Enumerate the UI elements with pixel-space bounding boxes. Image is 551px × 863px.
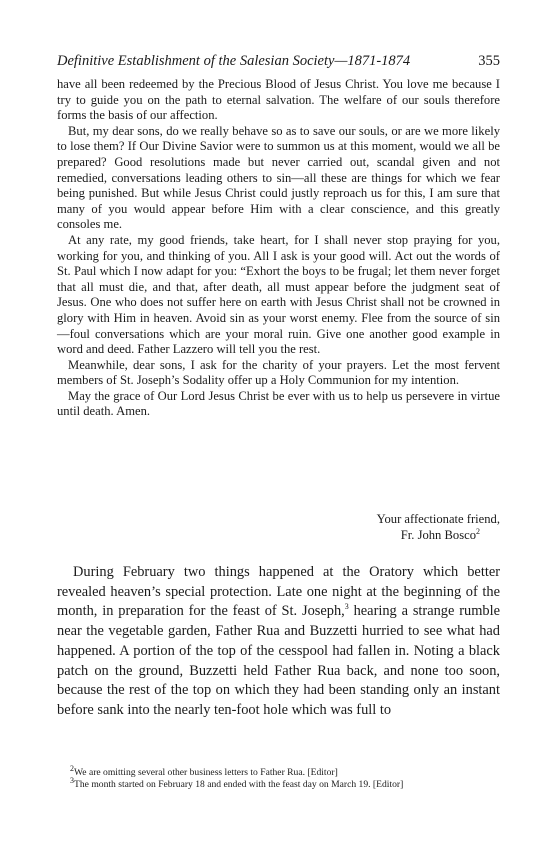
footnote-text-2: We are omitting several other business letters to Father Rua. [Editor] bbox=[74, 767, 338, 778]
narrative-paragraph bbox=[57, 563, 500, 721]
running-header bbox=[57, 52, 500, 70]
footnotes bbox=[57, 763, 500, 792]
footnote-3 bbox=[57, 776, 500, 791]
letter-text bbox=[57, 77, 500, 420]
closing-line: Your affectionate friend, bbox=[376, 512, 500, 526]
signature: Fr. John Bosco bbox=[400, 528, 476, 542]
footnote-text-3: The month started on February 18 and ended with the feast day on March 19. [Editor] bbox=[74, 779, 404, 791]
letter-paragraph-2: But, my dear sons, do we really behave so as to save our souls, or are we more likely to lose them? If Our Divine Savior were to summon us at this moment, would we all be prepared? Good resolutions made but never carried out, scandal given and not remedied, conversations leading others to sin—all these are things for which we fear being punished. But while Jesus Christ could justly reproach us for this, I am sure that many of you would appear before Him with a clear conscience, and this greatly consoles me. bbox=[57, 123, 500, 232]
letter-closing bbox=[57, 511, 500, 543]
narrative-text bbox=[57, 563, 500, 721]
narrative-part-1: During February two things happened at the Oratory which better revealed heaven’s special protection. Late one night at the beginning of the month, in preparation for the feast of St. Joseph, bbox=[57, 564, 500, 620]
footnote-ref-3: 3 bbox=[344, 602, 349, 612]
letter-paragraph-4: Meanwhile, dear sons, I ask for the charity of your prayers. Let the most fervent members of St. Joseph’s Sodality offer up a Holy Communion for my intention. bbox=[57, 357, 500, 388]
signature-line bbox=[57, 527, 500, 543]
footnote-mark-3: 3 bbox=[70, 776, 74, 786]
footnote-2 bbox=[57, 763, 500, 779]
footnote-ref-2: 2 bbox=[476, 526, 480, 536]
letter-paragraph-3: At any rate, my good friends, take heart, for I shall never stop praying for you, working for you, and thinking of you. All I ask is your good will. Act out the words of St. Paul which I now adapt for you: “Exhort the boys to be frugal; let them never forget that all must die, and that, after death, all must appear before the judgment seat of Jesus. One who does not suffer here on earth with Jesus Christ shall not be crowned in glory with Him in heaven. Avoid sin as your worst enemy. Flee from the source of sin—foul conversations which are your moral ruin. Give one another good example in word and deed. Father Lazzero will tell you the rest. bbox=[57, 232, 500, 357]
letter-paragraph-1: have all been redeemed by the Precious Blood of Jesus Christ. You love me because I try to guide you on the path to eternal salvation. The welfare of our souls therefore forms the basis of our affection. bbox=[57, 77, 500, 123]
letter-paragraph-5: May the grace of Our Lord Jesus Christ be ever with us to help us persevere in virtue until death. Amen. bbox=[57, 388, 500, 419]
narrative-part-2: hearing a strange rumble near the vegetable garden, Father Rua and Buzzetti hurried to see what had happened. A portion of the top of the cesspool had fallen in. Noting a black patch on the ground, Buzzetti held Father Rua back, and none too soon, because the rest of the top on which they had been standing only an instant before sank into the nearly ten-foot hole which was full to bbox=[57, 603, 500, 718]
running-title: Definitive Establishment of the Salesian Society—1871-1874 bbox=[57, 53, 411, 69]
page-number: 355 bbox=[478, 53, 500, 69]
footnote-mark-2: 2 bbox=[70, 763, 74, 773]
